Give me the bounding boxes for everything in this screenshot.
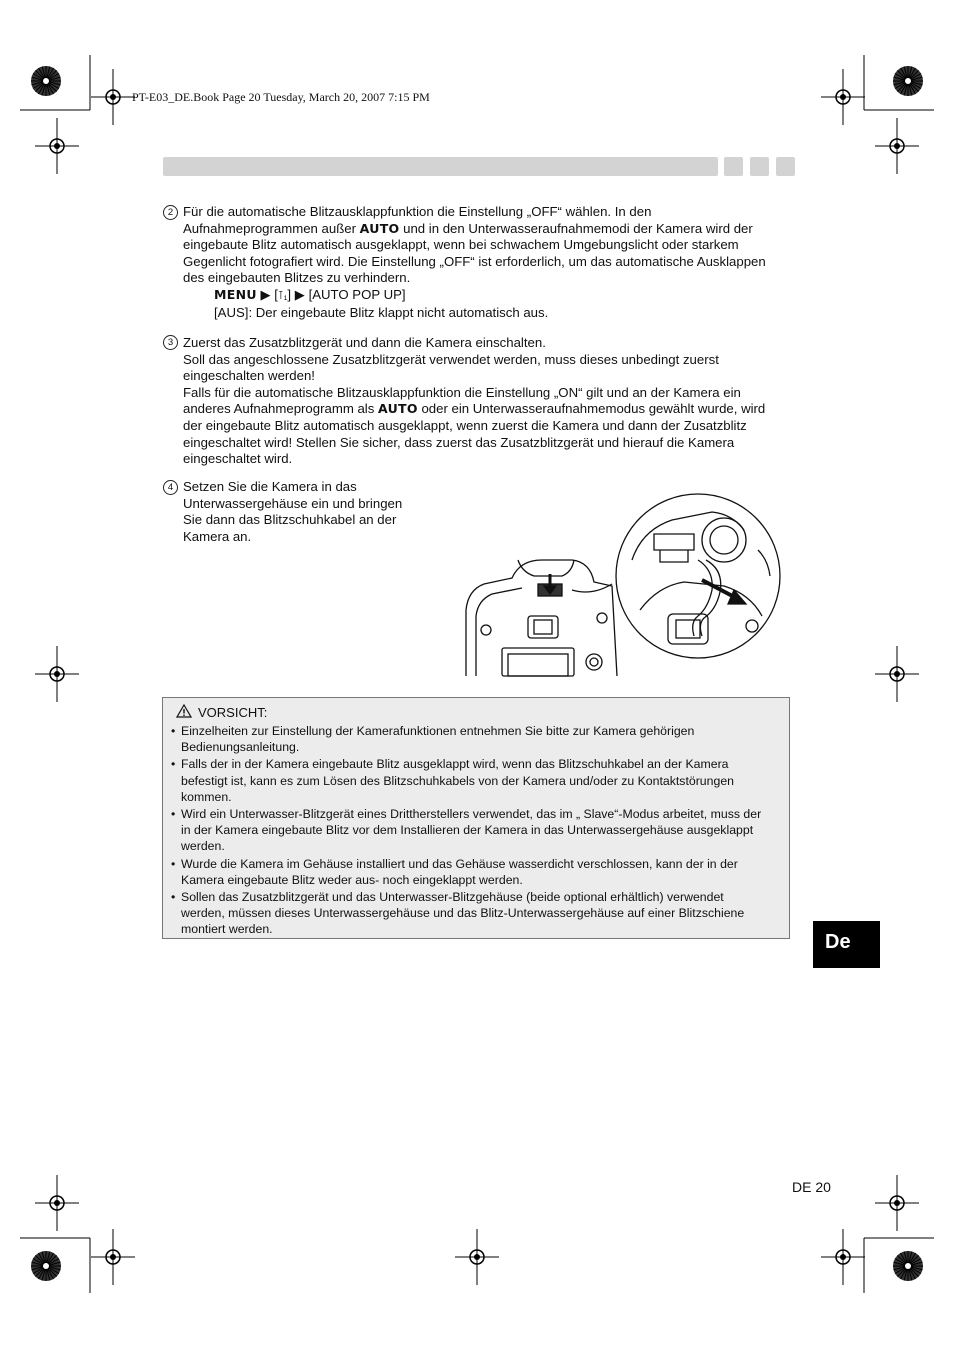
- step-4-text: [183, 479, 433, 545]
- color-registration-icon: [31, 66, 61, 96]
- crop-line: [908, 67, 912, 81]
- crop-line: [895, 81, 908, 89]
- crop-line: [908, 1252, 912, 1266]
- color-registration-icon: [893, 1251, 923, 1281]
- step-3-line: eingeschaltet wird.: [183, 451, 293, 467]
- crop-line: [39, 81, 47, 94]
- section-header-square-2: [750, 157, 769, 176]
- menu-target: [AUTO POP UP]: [308, 286, 406, 302]
- caution-item: • Wurde die Kamera im Gehäuse installiert und das Gehäuse wasserdicht verschlossen, kann der in der Kamera eingebaute Blitz weder aus- noch eingeklappt werden.: [171, 856, 771, 888]
- crop-line: [895, 1266, 908, 1274]
- language-tab: De: [813, 921, 880, 968]
- registration-target-icon: [890, 1196, 904, 1210]
- crop-line: [46, 1259, 59, 1267]
- registration-target-icon: [890, 667, 904, 681]
- crop-line: [894, 1266, 908, 1270]
- step-3-line: eingeschaltet wird! Stellen Sie sicher, dass zuerst das Zusatzblitzgerät und hierauf die Kamera: [183, 434, 735, 450]
- page-number: DE 20: [792, 1179, 831, 1195]
- crop-line: [908, 81, 919, 92]
- crop-line: [35, 81, 46, 92]
- step-3-line: Soll das angeschlossene Zusatzblitzgerät verwendet werden, muss dieses unbedingt zuerst: [183, 351, 719, 367]
- crop-line: [35, 1255, 46, 1266]
- crop-line: [908, 81, 921, 89]
- step-3-text: [183, 335, 795, 468]
- color-registration-icon: [31, 1251, 61, 1281]
- crop-line: [908, 1255, 919, 1266]
- registration-target-icon: [50, 667, 64, 681]
- crop-line: [901, 68, 909, 81]
- caution-item: • Falls der in der Kamera eingebaute Blitz ausgeklappt wird, wenn das Blitzschuhkabel an der Kamera befestigt ist, kann es zum Lösen des Blitzschuhkabels von der Kamera und/oder zu Kontaktstörungen kommen.: [171, 756, 771, 805]
- crop-line: [42, 1252, 46, 1266]
- menu-path: MENU ▶ [⊺₁] ▶ [AUTO POP UP]: [214, 286, 406, 302]
- step-4-line: Kamera an.: [183, 528, 252, 544]
- crop-line: [901, 1266, 909, 1279]
- crop-line: [908, 1266, 922, 1270]
- crop-line: [908, 70, 919, 81]
- crop-line: [897, 1266, 908, 1277]
- crop-line: [908, 77, 922, 81]
- crop-line: [42, 81, 46, 95]
- crop-line: [46, 81, 59, 89]
- caution-list: [171, 723, 771, 939]
- warning-triangle-icon: [176, 704, 192, 721]
- crop-line: [897, 70, 908, 81]
- crop-line: [908, 1253, 916, 1266]
- caution-box: [162, 697, 790, 939]
- caution-item: • Einzelheiten zur Einstellung der Kamerafunktionen entnehmen Sie bitte zur Kamera gehörigen Bedienungsanleitung.: [171, 723, 771, 755]
- registration-target-icon: [836, 90, 850, 104]
- crop-line: [39, 68, 47, 81]
- crop-line: [894, 1262, 908, 1266]
- crop-line: [908, 74, 921, 82]
- crop-line: [46, 70, 57, 81]
- arrow-right-icon: ▶: [260, 286, 271, 302]
- crop-line: [42, 1266, 46, 1280]
- camera-housing-illustration: [462, 490, 782, 678]
- crop-line: [908, 1266, 919, 1277]
- crop-line: [46, 81, 57, 92]
- step-3-line: der eingebaute Blitz automatisch ausgeklappt, wenn zuerst die Kamera und dann der Zusatzblitz: [183, 417, 747, 433]
- step-2-line: eingebaute Blitz automatisch ausgeklappt, wenn bei schwachem Umgebungslicht oder starkem: [183, 237, 739, 253]
- custom-menu-icon: ⊺₁: [277, 289, 288, 302]
- caution-title: [176, 704, 267, 721]
- crop-line: [904, 1266, 908, 1280]
- step-2-line: Gegenlicht fotografiert wird. Die Einstellung „OFF“ ist erforderlich, um das automatische Ausklappen: [183, 253, 766, 269]
- crop-line: [908, 1259, 921, 1267]
- crop-line: [46, 1266, 60, 1270]
- registration-target-icon: [470, 1250, 484, 1264]
- crop-line: [33, 81, 46, 89]
- caution-item: • Wird ein Unterwasser-Blitzgerät eines Drittherstellers verwendet, das im „ Slave“-Modus arbeitet, muss der in der Kamera eingebaute Blitz vor dem Installieren der Kamera in das Unterwassergehäuse ausgeklappt werden.: [171, 806, 771, 855]
- step-2-line: Für die automatische Blitzausklappfunktion die Einstellung „OFF“ wählen. In den: [183, 204, 652, 219]
- step-4-line: Setzen Sie die Kamera in das: [183, 479, 357, 494]
- step-2-text: [183, 204, 795, 321]
- crop-line: [33, 74, 46, 82]
- step-3-line: anderes Aufnahmeprogramm als AUTO oder ein Unterwasseraufnahmemodus gewählt wurde, wird: [183, 401, 766, 417]
- crop-line: [908, 68, 916, 81]
- crop-line: [32, 77, 46, 81]
- crop-line: [46, 81, 54, 94]
- crop-line: [32, 1266, 46, 1270]
- crop-line: [908, 1266, 916, 1279]
- step-3-line: Zuerst das Zusatzblitzgerät und dann die Kamera einschalten.: [183, 335, 546, 350]
- crop-line: [901, 81, 909, 94]
- step-number-3: 3: [163, 335, 178, 350]
- registration-target-icon: [890, 139, 904, 153]
- crop-line: [46, 81, 50, 95]
- book-meta-header: PT-E03_DE.Book Page 20 Tuesday, March 20, 2007 7:15 PM: [132, 90, 430, 104]
- section-header-square-3: [776, 157, 795, 176]
- crop-line: [908, 1266, 921, 1274]
- step-number-2: 2: [163, 205, 178, 220]
- crop-line: [46, 1266, 54, 1279]
- crop-line: [894, 81, 908, 85]
- crop-line: [46, 67, 50, 81]
- crop-line: [904, 67, 908, 81]
- crop-line: [46, 1266, 59, 1274]
- crop-line: [908, 81, 912, 95]
- step-number-4: 4: [163, 480, 178, 495]
- crop-line: [895, 74, 908, 82]
- crop-line: [897, 81, 908, 92]
- crop-line: [35, 1266, 46, 1277]
- crop-line: [908, 1262, 922, 1266]
- step-2-line: des eingebauten Blitzes zu verhindern.: [183, 270, 411, 286]
- crop-line: [901, 1253, 909, 1266]
- auto-mode-keyword: AUTO: [359, 220, 400, 236]
- crop-line: [46, 1253, 54, 1266]
- crop-line: [895, 1259, 908, 1267]
- crop-line: [46, 1252, 50, 1266]
- crop-line: [46, 77, 60, 81]
- step-3-line: Falls für die automatische Blitzausklappfunktion die Einstellung „ON“ gilt und an der Kamera ein: [183, 384, 741, 400]
- registration-target-icon: [50, 139, 64, 153]
- step-2-line: Aufnahmeprogrammen außer AUTO und in den Unterwasseraufnahmemodi der Kamera wird der: [183, 220, 753, 236]
- crop-line: [904, 1252, 908, 1266]
- crop-line: [46, 1266, 57, 1277]
- crop-line: [46, 1255, 57, 1266]
- crop-line: [897, 1255, 908, 1266]
- crop-line: [46, 1262, 60, 1266]
- section-header-bar: [163, 157, 718, 176]
- arrow-right-icon: ▶: [294, 286, 305, 302]
- registration-target-icon: [106, 1250, 120, 1264]
- crop-line: [894, 77, 908, 81]
- crop-line: [46, 74, 59, 82]
- crop-line: [32, 81, 46, 85]
- crop-line: [46, 1266, 50, 1280]
- color-registration-icon: [893, 66, 923, 96]
- crop-line: [33, 1259, 46, 1267]
- crop-line: [46, 81, 60, 85]
- menu-keyword: MENU: [214, 286, 257, 302]
- crop-line: [32, 1262, 46, 1266]
- registration-target-icon: [836, 1250, 850, 1264]
- crop-line: [39, 1266, 47, 1279]
- crop-line: [35, 70, 46, 81]
- crop-line: [33, 1266, 46, 1274]
- step-3-line: eingeschalten werden!: [183, 368, 315, 384]
- step-4-line: Unterwassergehäuse ein und bringen: [183, 495, 403, 511]
- crop-line: [908, 81, 916, 94]
- crop-line: [42, 67, 46, 81]
- registration-target-icon: [50, 1196, 64, 1210]
- menu-note: [AUS]: Der eingebaute Blitz klappt nicht automatisch aus.: [214, 304, 549, 320]
- crop-line: [908, 81, 922, 85]
- registration-target-icon: [106, 90, 120, 104]
- crop-line: [908, 1266, 912, 1280]
- section-header-square-1: [724, 157, 743, 176]
- crop-line: [46, 68, 54, 81]
- auto-mode-keyword: AUTO: [378, 401, 418, 417]
- crop-line: [904, 81, 908, 95]
- caution-item: • Sollen das Zusatzblitzgerät und das Unterwasser-Blitzgehäuse (beide optional erhältlich) verwendet werden, müssen dieses Unterwassergehäuse und das Blitz-Unterwassergehäuse auf einer Blitzschiene montiert werden.: [171, 889, 771, 938]
- crop-line: [39, 1253, 47, 1266]
- step-4-line: Sie dann das Blitzschuhkabel an der: [183, 512, 397, 528]
- caution-title-text: VORSICHT:: [198, 705, 268, 720]
